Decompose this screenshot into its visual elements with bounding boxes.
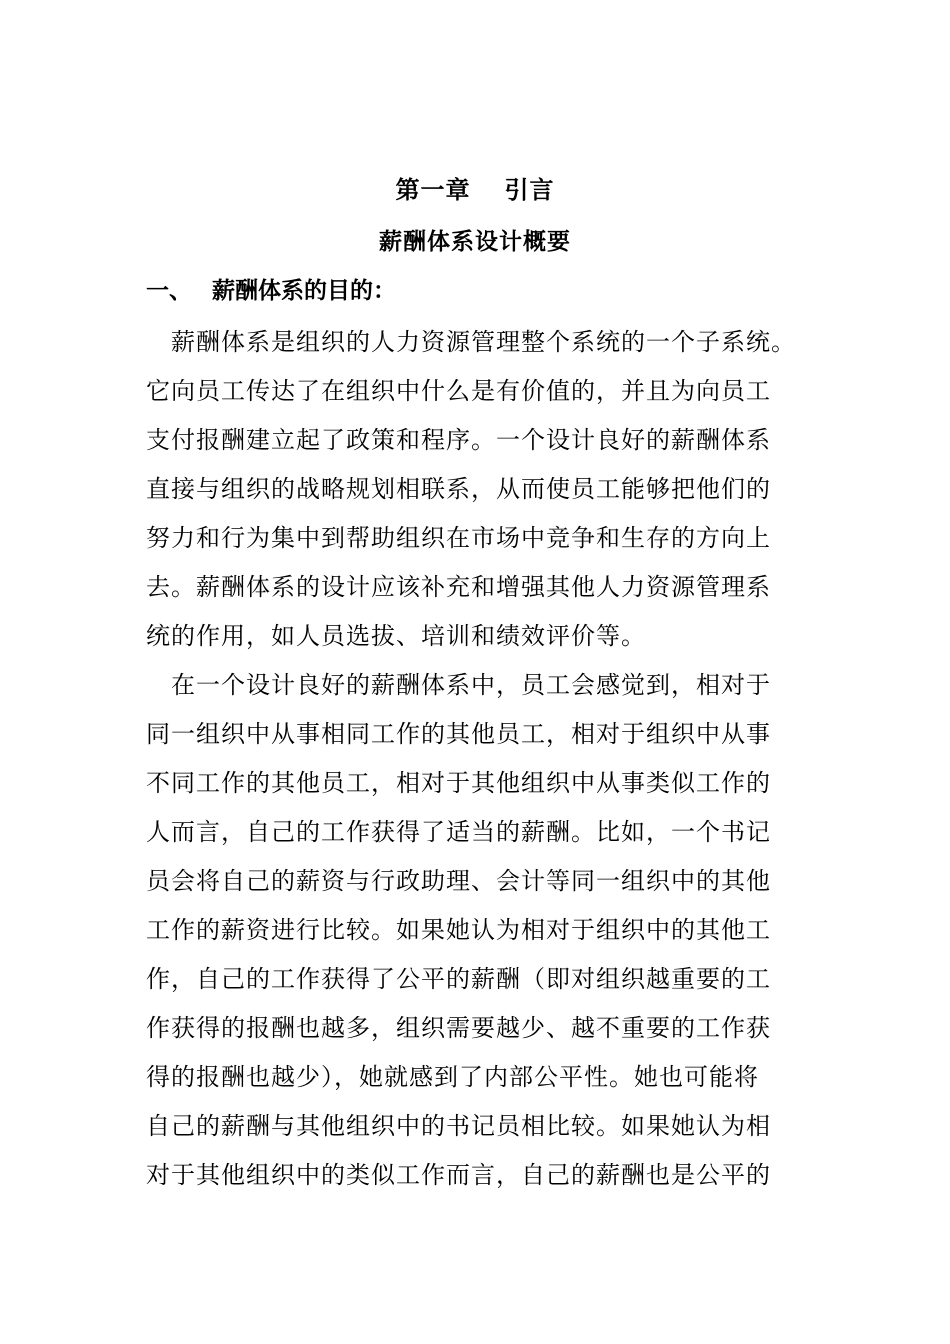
chapter-name: 引言 xyxy=(504,176,555,204)
section-number: 一、 xyxy=(146,278,192,304)
paragraph-line: 它向员工传达了在组织中什么是有价值的，并且为向员工 xyxy=(146,377,771,405)
paragraph-line: 作，自己的工作获得了公平的薪酬（即对组织越重要的工 xyxy=(146,965,771,993)
paragraph-line: 作获得的报酬也越多，组织需要越少、越不重要的工作获 xyxy=(146,1014,771,1042)
section-heading xyxy=(146,271,396,311)
paragraph-line: 薪酬体系是组织的人力资源管理整个系统的一个子系统。 xyxy=(146,328,796,356)
paragraph-line: 得的报酬也越少），她就感到了内部公平性。她也可能将 xyxy=(146,1063,759,1091)
section-title: 薪酬体系的目的： xyxy=(212,278,396,304)
paragraph-line: 自己的薪酬与其他组织中的书记员相比较。如果她认为相 xyxy=(146,1112,771,1140)
chapter-title xyxy=(0,170,950,210)
paragraph-2 xyxy=(146,661,816,1200)
paragraph-line: 支付报酬建立起了政策和程序。一个设计良好的薪酬体系 xyxy=(146,426,771,454)
paragraph-line: 直接与组织的战略规划相联系，从而使员工能够把他们的 xyxy=(146,475,771,503)
chapter-number: 第一章 xyxy=(395,176,471,204)
paragraph-line: 统的作用，如人员选拔、培训和绩效评价等。 xyxy=(146,622,646,650)
paragraph-line: 同一组织中从事相同工作的其他员工，相对于组织中从事 xyxy=(146,720,771,748)
paragraph-line: 努力和行为集中到帮助组织在市场中竞争和生存的方向上 xyxy=(146,524,771,552)
document-subtitle: 薪酬体系设计概要 xyxy=(379,229,571,255)
paragraph-line: 人而言，自己的工作获得了适当的薪酬。比如，一个书记 xyxy=(146,818,771,846)
paragraph-line: 工作的薪资进行比较。如果她认为相对于组织中的其他工 xyxy=(146,916,771,944)
paragraph-line: 对于其他组织中的类似工作而言，自己的薪酬也是公平的 xyxy=(146,1161,771,1189)
paragraph-1 xyxy=(146,318,816,661)
paragraph-line: 去。薪酬体系的设计应该补充和增强其他人力资源管理系 xyxy=(146,573,771,601)
paragraph-line: 在一个设计良好的薪酬体系中，员工会感觉到，相对于 xyxy=(146,671,771,699)
paragraph-line: 员会将自己的薪资与行政助理、会计等同一组织中的其他 xyxy=(146,867,771,895)
paragraph-line: 不同工作的其他员工，相对于其他组织中从事类似工作的 xyxy=(146,769,771,797)
